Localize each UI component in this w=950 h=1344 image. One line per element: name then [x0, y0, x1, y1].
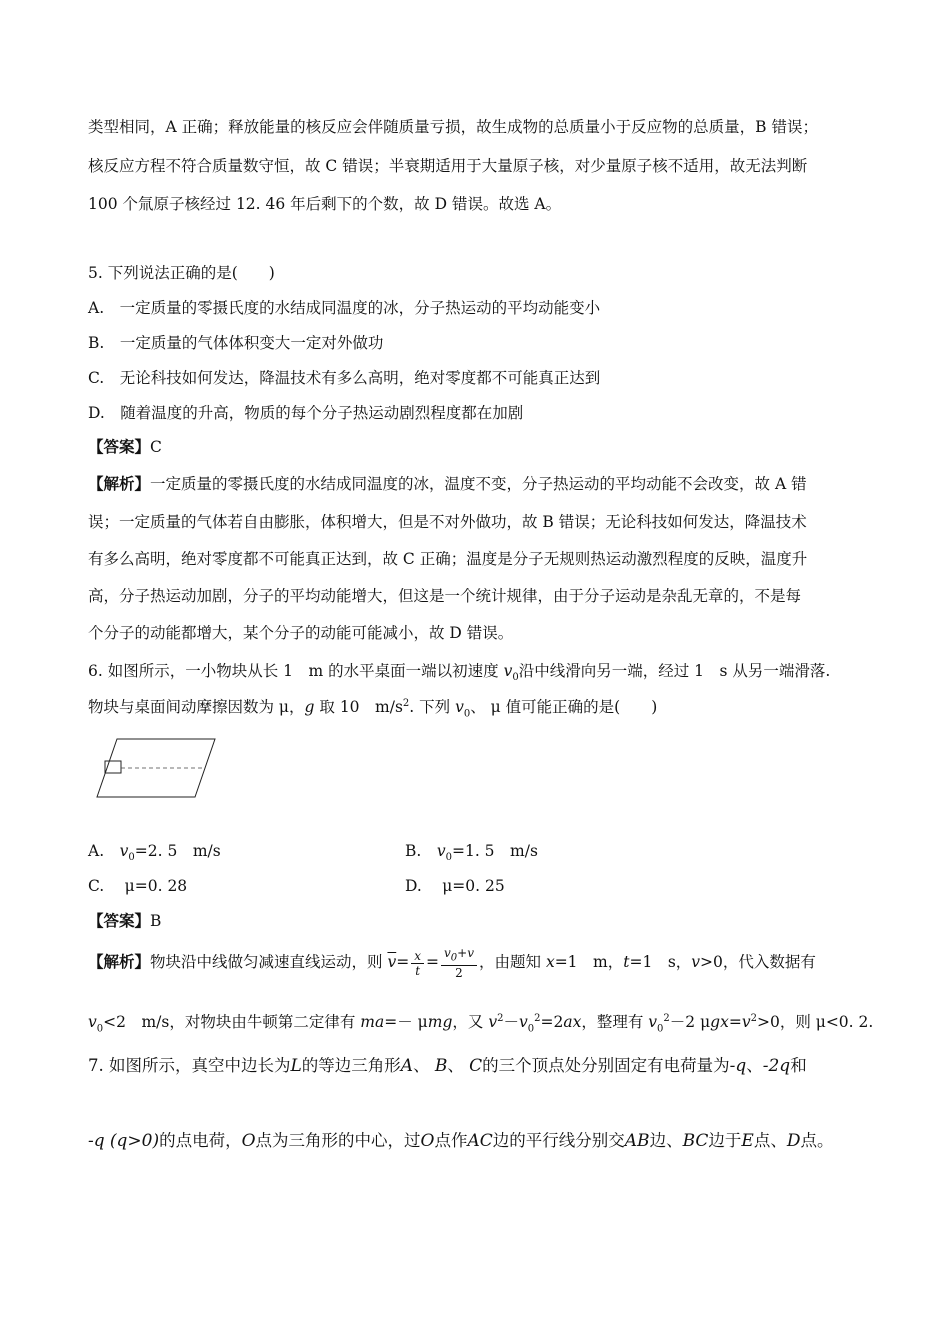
- option-text: =1. 5 m/s: [451, 842, 538, 860]
- stem-text: 7. 如图所示，真空中边长为: [88, 1056, 291, 1075]
- answer-value: B: [150, 912, 162, 930]
- stem-text: 、: [413, 1056, 430, 1075]
- stem-text: 的点电荷，: [159, 1131, 242, 1150]
- analysis-text: －: [503, 1013, 519, 1032]
- stem-text: 点为三角形的中心，过: [255, 1131, 421, 1150]
- analysis-text: =1 s，: [629, 953, 692, 972]
- analysis-line: 高，分子热运动加剧，分子的平均动能增大，但这是一个统计规律，由于分子运动是杂乱无章的，不是每: [88, 587, 802, 605]
- stem-text: . 下列: [409, 698, 456, 717]
- analysis-text: =1 m，: [554, 953, 624, 972]
- analysis-text: >0，代入数据有: [700, 953, 816, 972]
- question-6-option-a: A. $v_0=2$. 5 m/s: [88, 842, 221, 864]
- stem-text: 边于: [708, 1131, 742, 1150]
- analysis-label: 【解析】: [88, 952, 151, 972]
- stem-text: 边的平行线分别交: [492, 1131, 625, 1150]
- option-text: =2. 5 m/s: [134, 842, 221, 860]
- question-6-option-c: C. μ=0. 28: [88, 877, 188, 895]
- table-block-figure: [95, 738, 220, 800]
- stem-text: 、: [746, 1056, 763, 1075]
- question-5-answer: [88, 436, 162, 458]
- analysis-text: >0，则 μ<0. 2.: [756, 1013, 874, 1032]
- analysis-text: ，又: [452, 1013, 489, 1032]
- analysis-line: 类型相同，A 正确；释放能量的核反应会伴随质量亏损，故生成物的总质量小于反应物的总质量，B 错误；: [88, 118, 818, 136]
- analysis-line: 核反应方程不符合质量数守恒，故 C 错误；半衰期适用于大量原子核，对少量原子核不适用，故无法判断: [88, 157, 808, 175]
- question-7-stem: 7. 如图所示，真空中边长为L的等边三角形A、 B、 C的三个顶点处分别固定有电荷量为-q、-2q和: [88, 1056, 807, 1076]
- analysis-text: 物块沿中线做匀减速直线运动，则: [150, 953, 388, 972]
- question-6-answer: [88, 910, 161, 932]
- stem-text: 的三个顶点处分别固定有电荷量为: [482, 1056, 730, 1075]
- question-5-option-d: D. 随着温度的升高，物质的每个分子热运动剧烈程度都在加剧: [88, 404, 524, 422]
- stem-text: 点作: [434, 1131, 468, 1150]
- stem-text: 的等边三角形: [301, 1056, 401, 1075]
- stem-text: 边、: [649, 1131, 683, 1150]
- stem-text: 物块与桌面间动摩擦因数为 μ，: [88, 698, 305, 717]
- analysis-text: =2: [540, 1013, 564, 1032]
- analysis-text: ，由题知: [479, 953, 546, 972]
- analysis-text: －2 μ: [669, 1013, 711, 1032]
- question-5-option-c: C. 无论科技如何发达，降温技术有多么高明，绝对零度都不可能真正达到: [88, 369, 601, 387]
- analysis-text: =－ μ: [384, 1013, 428, 1032]
- fraction-average-velocity: $\frac{v_0+v}{2}$: [441, 946, 477, 980]
- analysis-label: 【解析】: [88, 474, 151, 493]
- question-6-stem-line2: 物块与桌面间动摩擦因数为 μ，g 取 10 $m/s^2$. 下列 $v_0$、 μ 值可能正确的是( ): [88, 698, 658, 720]
- question-5-option-a: A. 一定质量的零摄氏度的水结成同温度的冰，分子热运动的平均动能变小: [88, 299, 601, 317]
- question-6-analysis: 【解析】物块沿中线做匀减速直线运动，则 $\overline{v}=$ $\frac{x}{t}$ = $\frac{v_0+v}{2}$ ，由题知 x=1 m，t=1 s，v>0，代入数据有: [88, 946, 816, 981]
- stem-text: 和: [790, 1056, 807, 1075]
- question-7-stem-line2: -q (q>0)的点电荷，O点为三角形的中心，过O点作AC边的平行线分别交AB边、BC边于E点、D点。: [88, 1131, 834, 1151]
- analysis-line: 个分子的动能都增大，某个分子的动能可能减小，故 D 错误。: [88, 624, 514, 642]
- analysis-line: 误；一定质量的气体若自由膨胀，体积增大，但是不对外做功，故 B 错误；无论科技如何发达，降温技术: [88, 513, 807, 531]
- question-5-analysis: [88, 473, 807, 495]
- analysis-text: <2 m/s，对物块由牛顿第二定律有: [103, 1013, 361, 1032]
- analysis-text: =: [728, 1013, 742, 1032]
- stem-text: 、: [447, 1056, 464, 1075]
- analysis-text: 一定质量的零摄氏度的水结成同温度的冰，温度不变，分子热运动的平均动能不会改变，故 A 错: [150, 475, 807, 493]
- question-5-stem: 5. 下列说法正确的是( ): [88, 264, 275, 282]
- analysis-line: $v_0<2$ m/s，对物块由牛顿第二定律有 ma=－ μmg，又 $v^2-v_0^2=2ax$，整理有 $v_0^2-2$ $\mu gx=v^2>0$，则 μ<0. 2.: [88, 1013, 874, 1035]
- stem-text: 点。: [800, 1131, 834, 1150]
- question-6-stem: 6. 如图所示，一小物块从长 1 m 的水平桌面一端以初速度 $v_0$沿中线滑向另一端，经过 1 s 从另一端滑落.: [88, 662, 831, 684]
- stem-text: 点、: [753, 1131, 787, 1150]
- answer-value: C: [150, 438, 162, 456]
- fraction-x-over-t: $\frac{x}{t}$: [411, 949, 424, 978]
- stem-text: 取 10 m/s: [319, 698, 403, 717]
- answer-label: 【答案】: [88, 911, 151, 930]
- analysis-text: ，整理有: [581, 1013, 649, 1032]
- stem-text: 沿中线滑向另一端，经过 1 s 从另一端滑落.: [518, 662, 831, 680]
- question-5-option-b: B. 一定质量的气体体积变大一定对外做功: [88, 334, 384, 352]
- answer-label: 【答案】: [88, 437, 151, 456]
- analysis-line: 有多么高明，绝对零度都不可能真正达到，故 C 正确；温度是分子无规则热运动激烈程度的反映，温度升: [88, 550, 808, 568]
- question-6-option-d: D. μ=0. 25: [405, 877, 505, 895]
- question-6-option-b: B. $v_0=1$. 5 m/s: [405, 842, 538, 864]
- stem-text: 、 μ 值可能正确的是( ): [470, 698, 658, 717]
- analysis-line: 100 个氚原子核经过 12. 46 年后剩下的个数，故 D 错误。故选 A。: [88, 195, 562, 213]
- stem-text: 6. 如图所示，一小物块从长 1 m 的水平桌面一端以初速度: [88, 662, 504, 680]
